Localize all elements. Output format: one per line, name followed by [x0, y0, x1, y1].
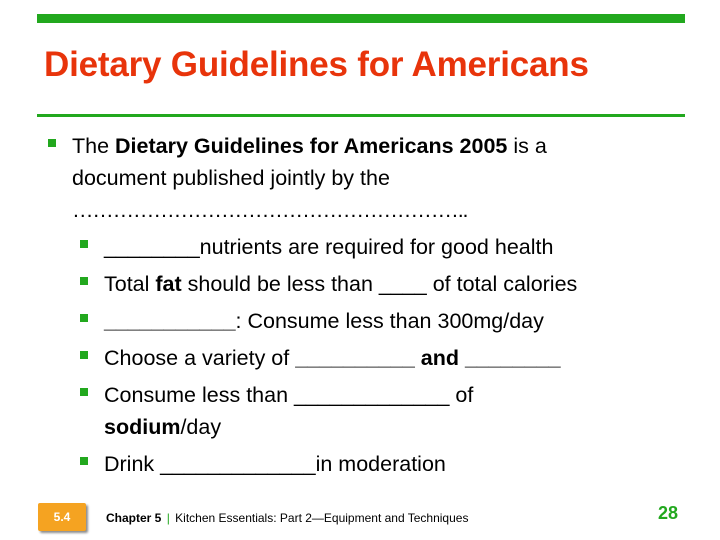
main-bullet-bold-title: Dietary Guidelines for Americans 2005 [115, 134, 508, 158]
sodium-bold: sodium [104, 415, 181, 439]
footer-book-title: Kitchen Essentials: Part 2—Equipment and Techniques [175, 511, 469, 525]
chapter-section-badge [38, 503, 86, 531]
variety-prefix: Choose a variety of [104, 346, 296, 370]
sub-bullet-marker [80, 457, 88, 465]
sub-bullet-marker [80, 240, 88, 248]
fat-prefix: Total [104, 272, 156, 296]
main-bullet-suffix: is a [507, 134, 547, 158]
sodium-suffix: /day [180, 415, 222, 439]
main-bullet-prefix: The [72, 134, 116, 158]
fat-bold: fat [155, 272, 182, 296]
page-number: 28 [657, 503, 678, 523]
main-bullet-marker [48, 139, 56, 147]
cholesterol-blank: ___________ [104, 309, 236, 333]
sub-bullet-drink: Drink _____________in moderation [104, 452, 446, 476]
main-bullet-line-2: document published jointly by the [72, 166, 390, 190]
main-bullet-line-3-blank: ………………………………………………….. [72, 198, 468, 222]
sub-bullet-cholesterol [104, 307, 544, 335]
footer-chapter-line [106, 511, 468, 525]
sub-bullet-variety [104, 344, 561, 372]
variety-bold-blanks: __________ and ________ [295, 346, 561, 370]
cholesterol-suffix: : Consume less than 300mg/day [235, 309, 544, 333]
footer-chapter: Chapter 5 [106, 511, 162, 525]
slide-title: Dietary Guidelines for Americans [44, 45, 589, 84]
main-bullet-line-1 [72, 132, 547, 160]
sub-bullet-marker [80, 277, 88, 285]
sub-bullet-fat [104, 270, 577, 298]
sub-bullet-sodium: Consume less than _____________ of [104, 383, 474, 407]
sub-bullet-marker [80, 314, 88, 322]
sub-bullet-nutrients: ________nutrients are required for good health [104, 235, 554, 259]
badge-label: 5.4 [53, 510, 71, 524]
footer-separator: | [166, 511, 170, 525]
sub-bullet-marker [80, 351, 88, 359]
fat-suffix: should be less than ____ of total calories [181, 272, 578, 296]
sub-bullet-sodium-line-2 [104, 413, 221, 441]
sub-bullet-marker [80, 388, 88, 396]
